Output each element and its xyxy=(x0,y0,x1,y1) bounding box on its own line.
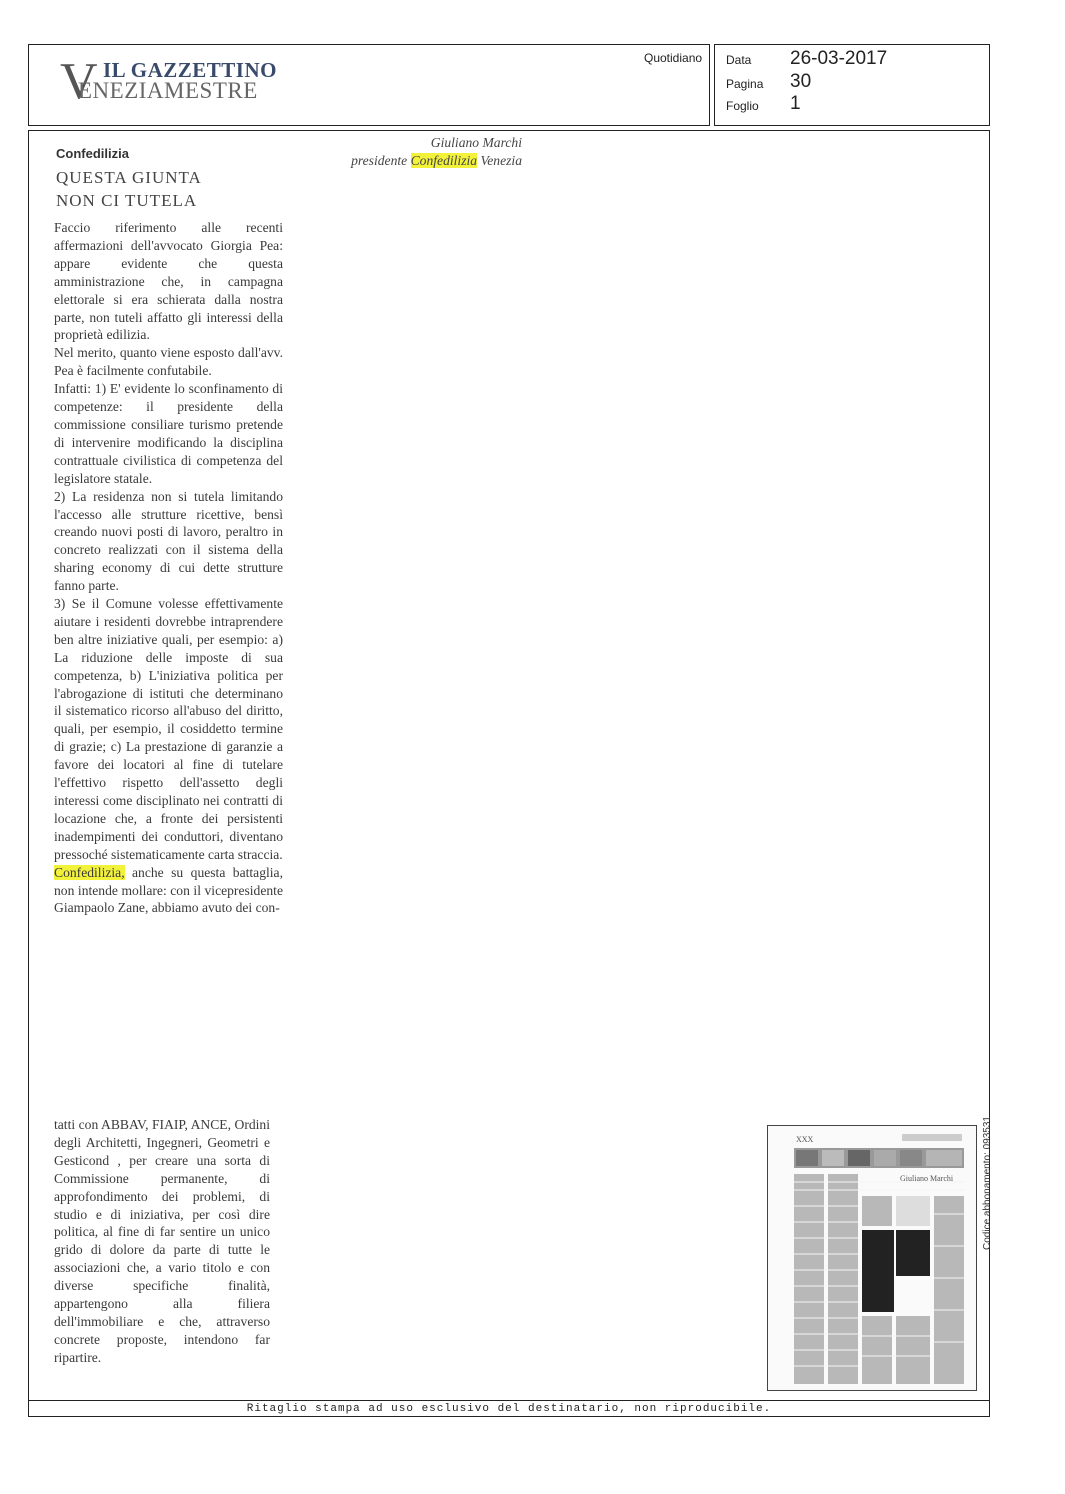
paragraph: Infatti: 1) E' evidente lo sconfinamento di competenze: il presidente della commissione consiliare turismo pretende di intervenire modificando la disciplina contrattuale civilistica di competenza del legislatore statale. xyxy=(54,381,283,486)
logo-subtitle: ENEZIAMESTRE xyxy=(78,78,258,103)
page-value: 30 xyxy=(790,71,812,92)
article-signature xyxy=(294,134,522,170)
article-column-2 xyxy=(54,1116,270,1367)
page-thumbnail xyxy=(767,1125,977,1391)
thumbnail-graphic xyxy=(768,1126,976,1390)
paragraph: Nel merito, quanto viene esposto dall'avv. Pea è facilmente confutabile. xyxy=(54,345,283,379)
author-org-highlight: Confedilizia xyxy=(410,153,478,168)
author-name: Giuliano Marchi xyxy=(430,135,522,150)
logo-title: IL GAZZETTINO xyxy=(103,58,277,82)
sheet-label: Foglio xyxy=(726,99,759,113)
article-title-line1: QUESTA GIUNTA xyxy=(56,168,202,187)
article-title-line2: NON CI TUTELA xyxy=(56,191,198,210)
footer-divider xyxy=(28,1400,990,1401)
paragraph: Confedilizia, anche su questa battaglia, non intende mollare: con il vicepresidente Giampaolo Zane, abbiamo avuto dei con- xyxy=(54,864,283,916)
paragraph: 3) Se il Comune volesse effettivamente aiutare i residenti dovrebbe intraprendere ben altre iniziative quali, per esempio: a) La riduzione delle imposte di sua competenza, b) L'iniziativa politica per l'abrogazione di istituti che determinano il sistematico ricorso all'abuso del diritto, quali, per esempio, il cosiddetto termine di grazie; c) La prestazione di garanzie a favore dei locatori al fine di tutelare l'effettivo rispetto dell'assetto degli interessi come disciplinato nei contratti di locazione che, a fronte dei persistenti inadempimenti dei conduttori, diventano pressoché sistematicamente carta straccia. xyxy=(54,596,283,862)
page-label: Pagina xyxy=(726,77,764,91)
thumbnail-headline: Giuliano Marchi xyxy=(900,1174,954,1183)
periodicity-label: Quotidiano xyxy=(644,51,703,65)
sheet-value: 1 xyxy=(790,93,801,114)
org-highlight: Confedilizia, xyxy=(54,864,125,880)
subscription-code: Codice abbonamento: 093531 xyxy=(982,1116,993,1250)
date-value: 26-03-2017 xyxy=(790,48,888,69)
thumbnail-page-number: XXX xyxy=(796,1135,814,1144)
article-kicker: Confedilizia xyxy=(56,146,129,161)
paragraph: 2) La residenza non si tutela limitando l'accesso alle strutture ricettive, bensì creando nuovi posti di lavoro, peraltro in concreto realizzati con il sistema della sharing economy di cui dette strutture fanno parte. xyxy=(54,488,283,594)
paragraph: Faccio riferimento alle recenti affermazioni dell'avvocato Giorgia Pea: appare evidente che questa amministrazione che, in campagna elettorale si era schierata dalla nostra parte, non tuteli affatto gli interessi della proprietà edilizia. xyxy=(54,220,283,343)
footer-notice: Ritaglio stampa ad uso esclusivo del destinatario, non riproducibile. xyxy=(246,1403,772,1415)
date-label: Data xyxy=(726,53,752,67)
article-column-1 xyxy=(54,219,283,917)
logo-letter: V xyxy=(60,53,98,110)
author-role: presidente Confedilizia Venezia xyxy=(351,153,522,168)
paragraph: tatti con ABBAV, FIAIP, ANCE, Ordini degli Architetti, Ingegneri, Geometri e Gesticond , per creare una sorta di Commissione permanente, di approfondimento dei problemi, di studio e di iniziativa, per così dire politica, al fine di far sentire un unico grido di dolore da parte di tutte le associazioni che, a vario titolo e con diverse specifiche finalità, appartengono alla filiera dell'immobiliare e che, attraverso concrete proposte, intendono far ripartire. xyxy=(54,1117,270,1365)
